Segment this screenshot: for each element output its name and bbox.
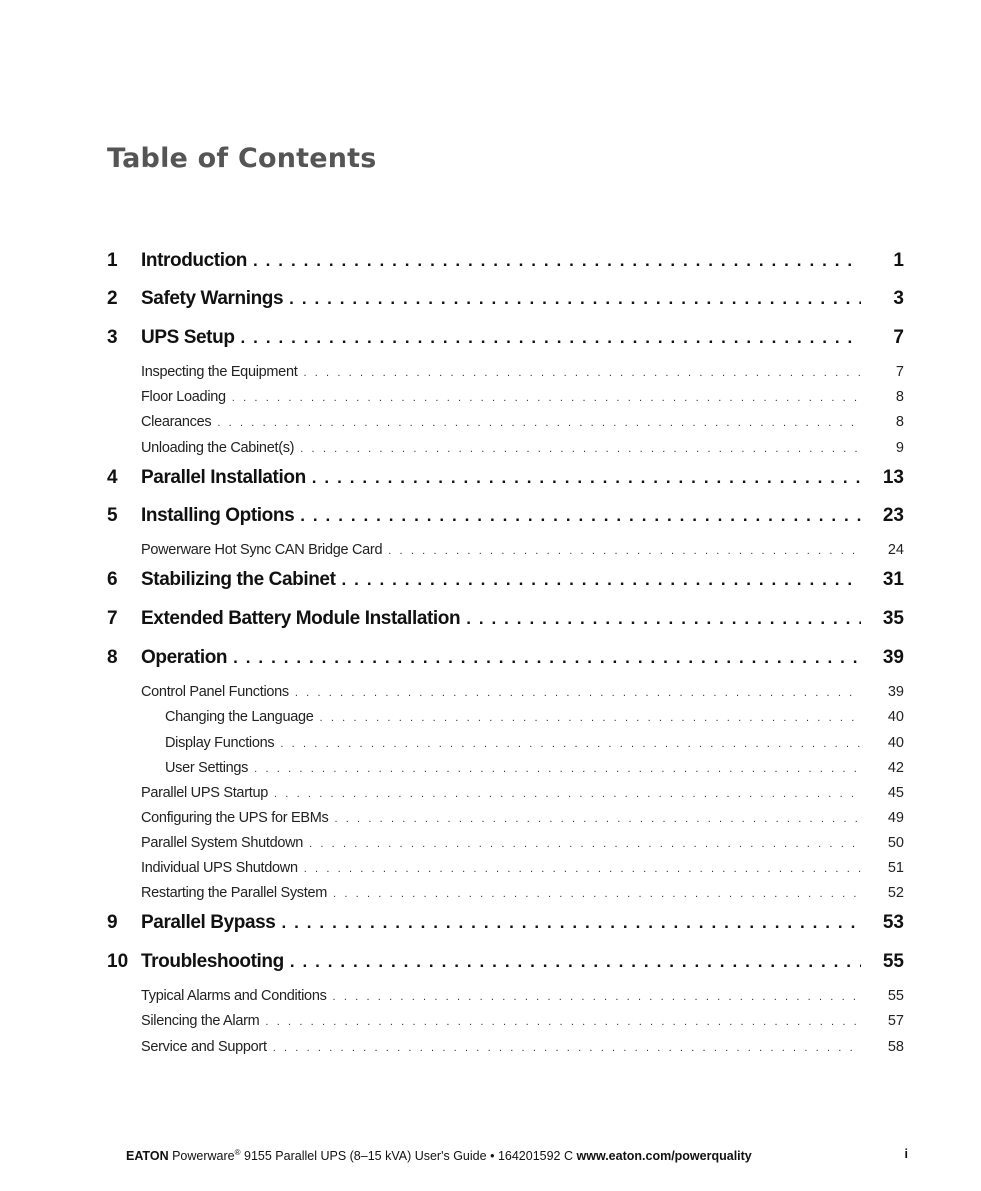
- toc-chapter-number: 6: [107, 569, 118, 590]
- toc-entry-title: Extended Battery Module Installation: [141, 608, 461, 629]
- toc-page-number: 23: [882, 505, 904, 526]
- toc-page-number: 55: [887, 988, 904, 1004]
- toc-dot-leader: [388, 545, 861, 557]
- toc-entry-title: Troubleshooting: [141, 951, 284, 972]
- page-title: Table of Contents: [107, 143, 377, 174]
- toc-dot-leader: [265, 1016, 861, 1028]
- footer-doc-number: 164201592 C: [497, 1149, 574, 1164]
- toc-chapter-number: 4: [107, 467, 118, 488]
- toc-entry-title: Parallel Bypass: [141, 912, 276, 933]
- toc-entry-title: UPS Setup: [141, 327, 235, 348]
- toc-page-number: 40: [887, 735, 904, 751]
- toc-page-number: 39: [882, 647, 904, 668]
- toc-entry-title: Parallel UPS Startup: [141, 785, 268, 801]
- toc-page-number: 7: [893, 327, 904, 348]
- toc-dot-leader: [333, 888, 861, 900]
- toc-dot-leader: [342, 570, 861, 590]
- toc-dot-leader: [241, 328, 861, 348]
- toc-entry-title: Inspecting the Equipment: [141, 364, 298, 380]
- toc-dot-leader: [304, 863, 861, 875]
- toc-entry-title: Parallel System Shutdown: [141, 835, 304, 851]
- footer-separator: •: [490, 1149, 495, 1164]
- footer-product: Powerware: [172, 1149, 235, 1164]
- toc-page-number: 8: [895, 414, 904, 430]
- toc-page-number: 31: [882, 569, 904, 590]
- toc-chapter-number: 8: [107, 647, 118, 668]
- toc-dot-leader: [309, 838, 861, 850]
- toc-page-number: 7: [895, 364, 904, 380]
- toc-entry-title: User Settings: [165, 760, 249, 776]
- toc-chapter-number: 10: [107, 951, 129, 972]
- toc-dot-leader: [303, 367, 861, 379]
- toc-entry-title: Safety Warnings: [141, 288, 284, 309]
- toc-page-number: 49: [887, 810, 904, 826]
- toc-entry-title: Service and Support: [141, 1039, 267, 1055]
- toc-chapter-number: 7: [107, 608, 118, 629]
- toc-chapter-number: 9: [107, 912, 118, 933]
- toc-page-number: 52: [887, 885, 904, 901]
- toc-dot-leader: [273, 1042, 861, 1054]
- footer-page-number: i: [904, 1147, 908, 1161]
- toc-page-number: 1: [893, 250, 904, 271]
- toc-entry-title: Individual UPS Shutdown: [141, 860, 298, 876]
- toc-page-number: 39: [887, 684, 904, 700]
- toc-page-number: 8: [895, 389, 904, 405]
- toc-entry-title: Typical Alarms and Conditions: [141, 988, 327, 1004]
- footer-registered-mark: ®: [234, 1148, 241, 1157]
- toc-dot-leader: [312, 468, 861, 488]
- toc-dot-leader: [334, 813, 861, 825]
- toc-dot-leader: [300, 443, 861, 455]
- toc-entry-title: Configuring the UPS for EBMs: [141, 810, 329, 826]
- toc-entry-title: Installing Options: [141, 505, 295, 526]
- toc-page-number: 45: [887, 785, 904, 801]
- toc-dot-leader: [333, 991, 861, 1003]
- toc-chapter-number: 2: [107, 288, 118, 309]
- toc-entry-title: Clearances: [141, 414, 212, 430]
- toc-page-number: 3: [893, 288, 904, 309]
- toc-page-number: 40: [887, 709, 904, 725]
- toc-chapter-number: 3: [107, 327, 118, 348]
- page-footer: [126, 1148, 752, 1163]
- toc-entry-title: Display Functions: [165, 735, 275, 751]
- toc-entry-title: Operation: [141, 647, 228, 668]
- toc-dot-leader: [281, 913, 861, 933]
- toc-dot-leader: [290, 952, 861, 972]
- toc-dot-leader: [289, 289, 861, 309]
- toc-page-number: 53: [882, 912, 904, 933]
- toc-page-number: 35: [882, 608, 904, 629]
- toc-entry-title: Stabilizing the Cabinet: [141, 569, 336, 590]
- toc-entry-title: Powerware Hot Sync CAN Bridge Card: [141, 542, 383, 558]
- toc-page-number: 51: [887, 860, 904, 876]
- toc-entry-title: Restarting the Parallel System: [141, 885, 328, 901]
- toc-page-number: 24: [887, 542, 904, 558]
- toc-entry-title: Control Panel Functions: [141, 684, 289, 700]
- toc-dot-leader: [295, 687, 861, 699]
- toc-dot-leader: [217, 417, 861, 429]
- toc-chapter-number: 5: [107, 505, 118, 526]
- toc-dot-leader: [274, 788, 861, 800]
- toc-entry-title: Introduction: [141, 250, 248, 271]
- toc-page-number: 55: [882, 951, 904, 972]
- toc-chapter-number: 1: [107, 250, 118, 271]
- toc-page-number: 50: [887, 835, 904, 851]
- toc-page-number: 13: [882, 467, 904, 488]
- toc-entry-title: Changing the Language: [165, 709, 314, 725]
- toc-entry-title: Floor Loading: [141, 389, 226, 405]
- toc-dot-leader: [300, 506, 861, 526]
- toc-page-number: 42: [887, 760, 904, 776]
- toc-dot-leader: [232, 392, 861, 404]
- toc-dot-leader: [280, 738, 861, 750]
- toc-page-number: 57: [887, 1013, 904, 1029]
- footer-guide-title: 9155 Parallel UPS (8–15 kVA) User's Guide: [244, 1149, 487, 1164]
- toc-page-number: 9: [895, 440, 904, 456]
- toc-dot-leader: [233, 648, 861, 668]
- toc-page-number: 58: [887, 1039, 904, 1055]
- footer-website: www.eaton.com/powerquality: [576, 1149, 752, 1164]
- footer-brand: EATON: [126, 1149, 169, 1164]
- toc-entry-title: Parallel Installation: [141, 467, 306, 488]
- toc-entry-title: Unloading the Cabinet(s): [141, 440, 295, 456]
- toc-dot-leader: [253, 251, 861, 271]
- toc-dot-leader: [254, 763, 861, 775]
- toc-dot-leader: [320, 712, 861, 724]
- toc-entry-title: Silencing the Alarm: [141, 1013, 260, 1029]
- toc-dot-leader: [466, 609, 861, 629]
